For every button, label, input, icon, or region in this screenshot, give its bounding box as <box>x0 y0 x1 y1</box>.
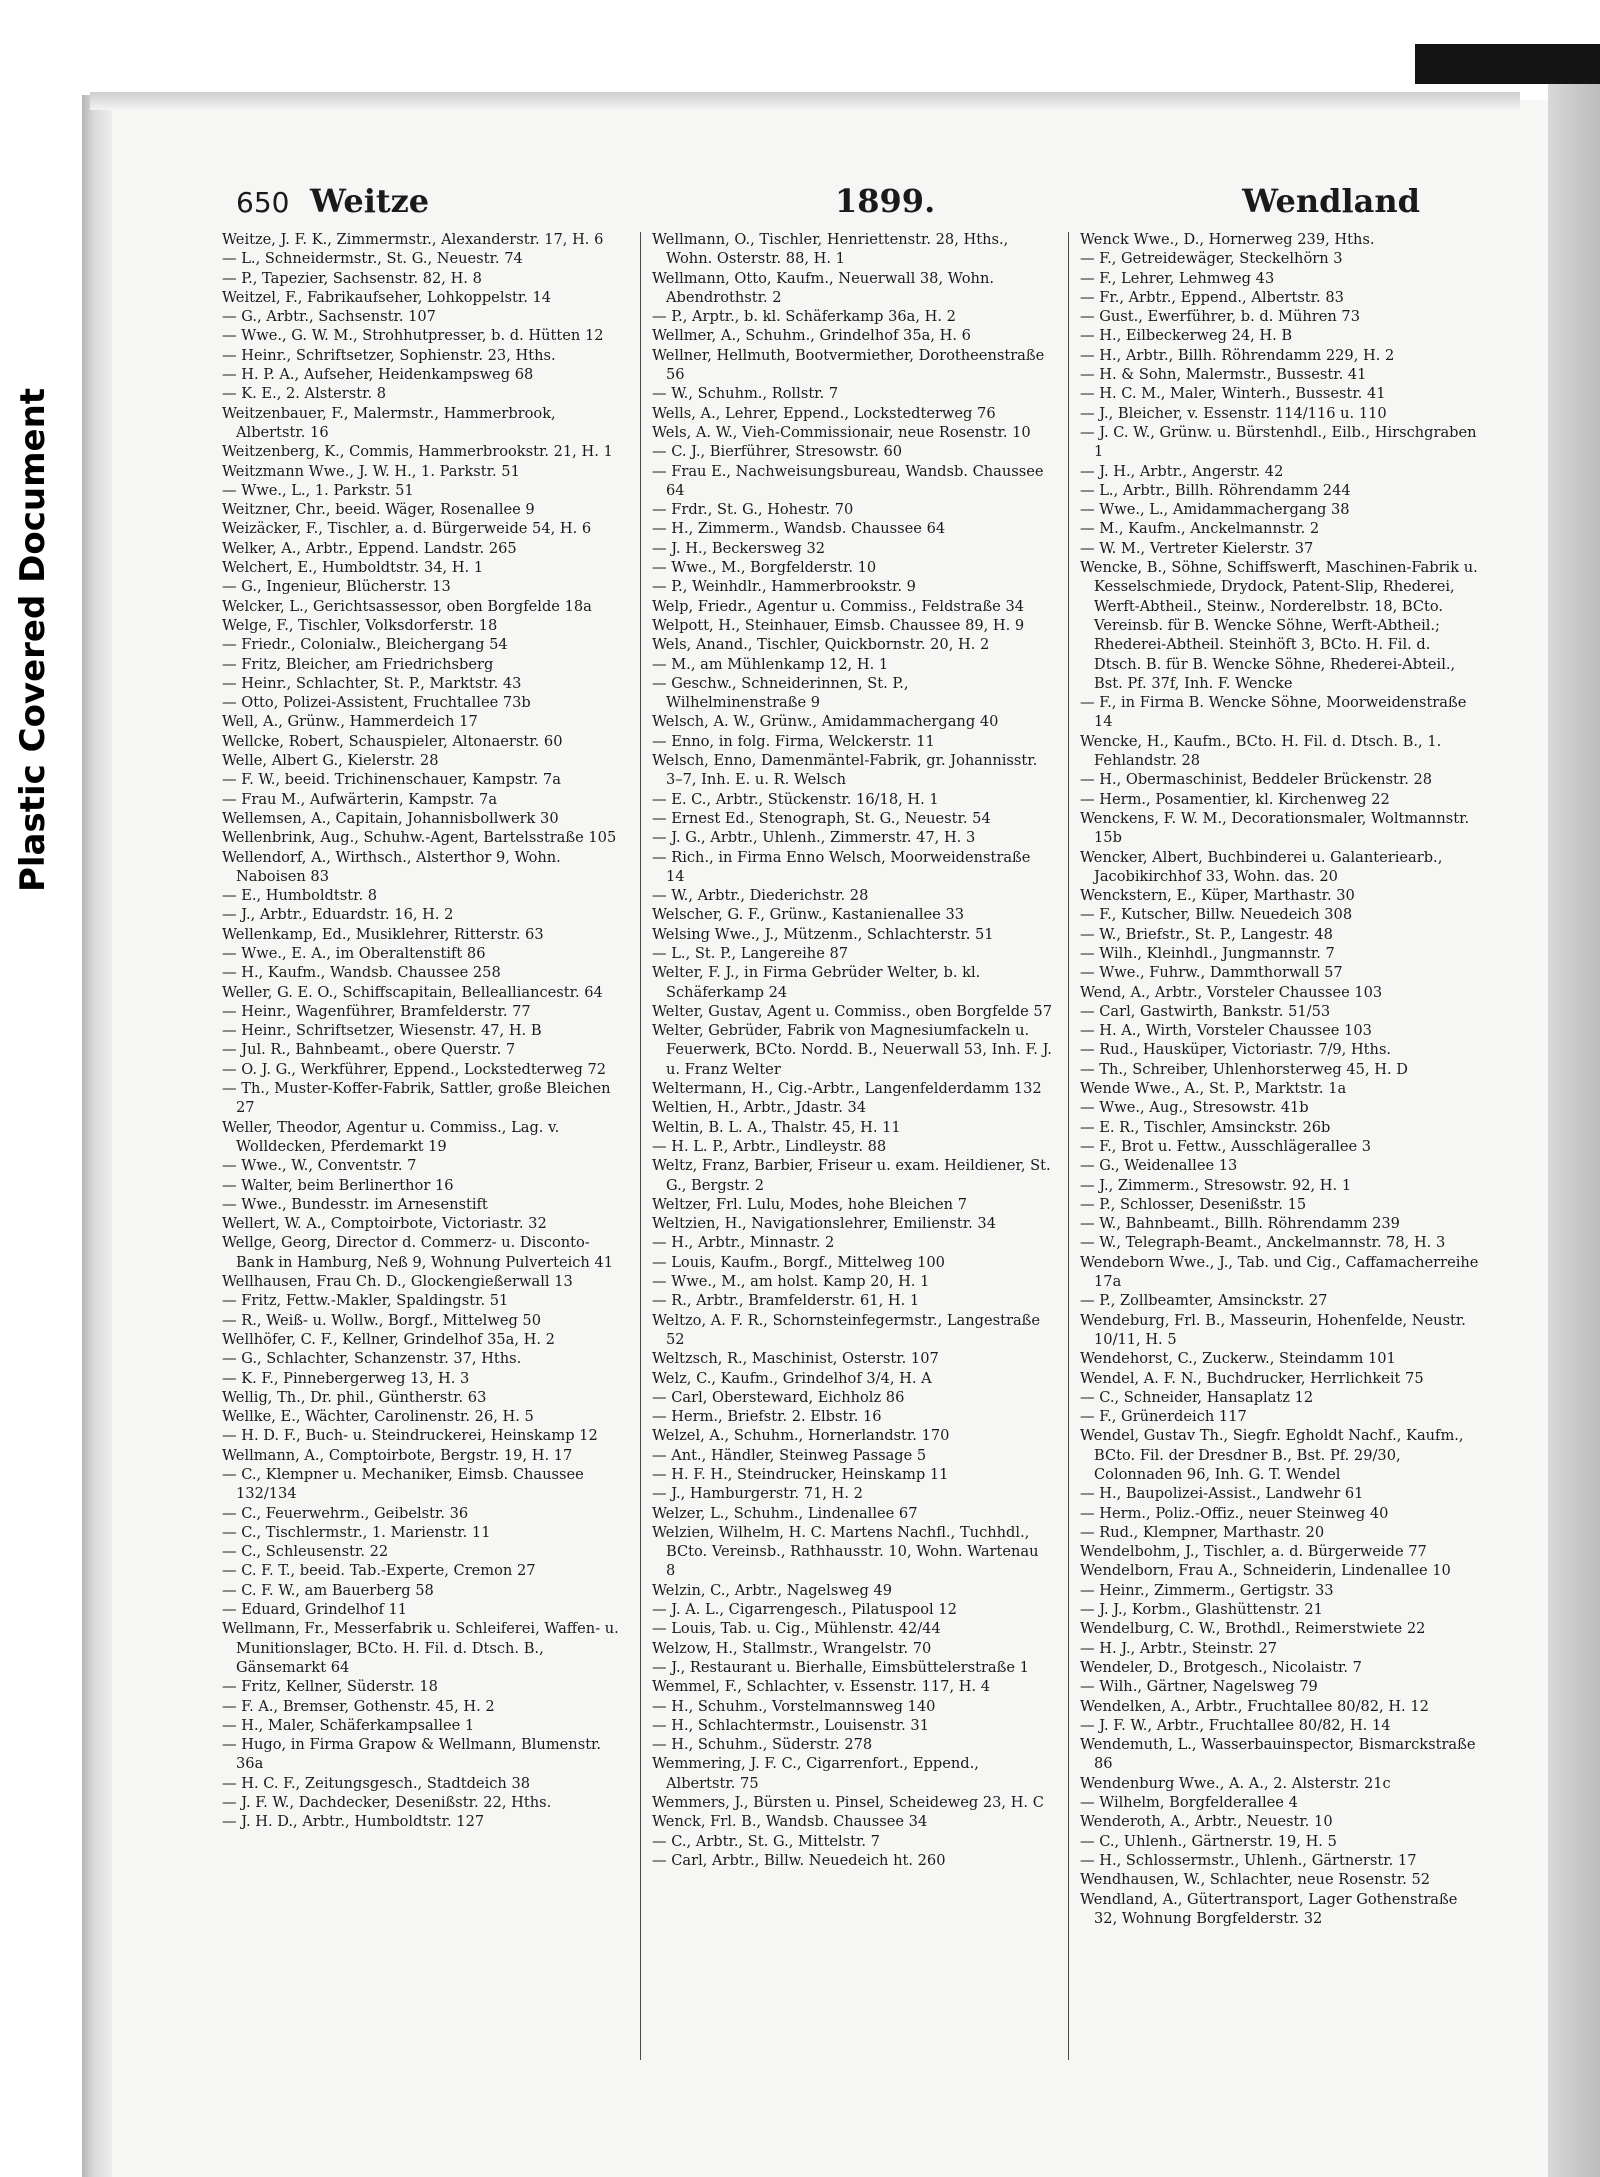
directory-entry: — Herm., Poliz.-Offiz., neuer Steinweg 40 <box>1080 1504 1389 1522</box>
side-label <box>4 380 62 900</box>
directory-entry: — F., Brot u. Fettw., Ausschlägerallee 3 <box>1080 1137 1372 1155</box>
directory-entry: Wellert, W. A., Comptoirbote, Victoriastr. 32 <box>222 1215 547 1233</box>
directory-entry: — H., Schlossermstr., Uhlenh., Gärtnerstr. 17 <box>1080 1851 1417 1869</box>
directory-entry: — Ant., Händler, Steinweg Passage 5 <box>652 1446 927 1464</box>
directory-entry: — Wwe., G. W. M., Strohhutpresser, b. d. Hütten 12 <box>222 327 604 345</box>
directory-entry: Weltermann, H., Cig.-Arbtr., Langenfelderdamm 132 <box>652 1080 1042 1098</box>
directory-entry: — Otto, Polizei-Assistent, Fruchtallee 73b <box>222 694 531 712</box>
directory-entry: — Wilh., Kleinhdl., Jungmannstr. 7 <box>1080 944 1335 962</box>
directory-entry: — Th., Schreiber, Uhlenhorsterweg 45, H. D <box>1080 1060 1408 1078</box>
directory-entry: Welpott, H., Steinhauer, Eimsb. Chaussee 89, H. 9 <box>652 616 1025 634</box>
directory-entry: — Rud., Hausküper, Victoriastr. 7/9, Hths. <box>1080 1041 1392 1059</box>
directory-entry: Weitzmann Wwe., J. W. H., 1. Parkstr. 51 <box>222 462 520 480</box>
directory-entry: Wendhausen, W., Schlachter, neue Rosenstr. 52 <box>1080 1871 1431 1889</box>
directory-entry: Wendeborn Wwe., J., Tab. und Cig., Caffamacherreihe 17a <box>1080 1253 1479 1291</box>
dark-background-corner <box>1415 44 1600 84</box>
directory-entry: — P., Arptr., b. kl. Schäferkamp 36a, H. 2 <box>652 308 956 326</box>
directory-entry: — C., Schneider, Hansaplatz 12 <box>1080 1388 1314 1406</box>
directory-entry: — C., Schleusenstr. 22 <box>222 1543 389 1561</box>
directory-entry: — J., Arbtr., Eduardstr. 16, H. 2 <box>222 906 454 924</box>
directory-entry: — Wilh., Gärtner, Nagelsweg 79 <box>1080 1678 1318 1696</box>
directory-entry: Wemmering, J. F. C., Cigarrenfort., Eppend., Albertstr. 75 <box>652 1755 979 1792</box>
directory-entry: — C., Klempner u. Mechaniker, Eimsb. Chaussee 132/134 <box>222 1466 584 1503</box>
directory-entry: Welker, A., Arbtr., Eppend. Landstr. 265 <box>222 539 517 557</box>
directory-entry: — J., Bleicher, v. Essenstr. 114/116 u. 110 <box>1080 404 1387 422</box>
directory-entry: Weitze, J. F. K., Zimmermstr., Alexanderstr. 17, H. 6 <box>222 231 604 248</box>
directory-entry: Welscher, G. F., Grünw., Kastanienallee 33 <box>652 906 965 924</box>
directory-columns <box>222 230 1479 2130</box>
directory-entry: Wellmann, O., Tischler, Henriettenstr. 28, Hths., Wohn. Osterstr. 88, H. 1 <box>652 231 1009 268</box>
directory-entry: Welzow, H., Stallmstr., Wrangelstr. 70 <box>652 1639 932 1657</box>
directory-entry: — H. J., Arbtr., Steinstr. 27 <box>1080 1639 1278 1657</box>
directory-entry: — Carl, Gastwirth, Bankstr. 51/53 <box>1080 1002 1331 1020</box>
directory-entry: Wenckstern, E., Küper, Marthastr. 30 <box>1080 887 1355 905</box>
directory-entry: — H. P. A., Aufseher, Heidenkampsweg 68 <box>222 366 534 384</box>
directory-entry: Welsch, Enno, Damenmäntel-Fabrik, gr. Johannisstr. 3–7, Inh. E. u. R. Welsch <box>652 752 1038 789</box>
directory-entry: — Fritz, Bleicher, am Friedrichsberg <box>222 655 494 673</box>
directory-entry: — E. C., Arbtr., Stückenstr. 16/18, H. 1 <box>652 790 939 808</box>
directory-entry: — H. & Sohn, Malermstr., Bussestr. 41 <box>1080 366 1367 384</box>
directory-entry: Wellge, Georg, Director d. Commerz- u. Disconto-Bank in Hamburg, Neß 9, Wohnung Pulverteich 41 <box>222 1234 614 1271</box>
directory-entry: — F., Grünerdeich 117 <box>1080 1408 1247 1426</box>
directory-entry: Wellenbrink, Aug., Schuhw.-Agent, Bartelsstraße 105 <box>222 829 617 847</box>
directory-entry: Wenck, Frl. B., Wandsb. Chaussee 34 <box>652 1813 928 1831</box>
directory-entry: — W. M., Vertreter Kielerstr. 37 <box>1080 539 1314 557</box>
directory-entry: Wels, A. W., Vieh-Commissionair, neue Rosenstr. 10 <box>652 423 1031 441</box>
directory-entry: — E., Humboldtstr. 8 <box>222 887 378 905</box>
directory-entry: Welcker, L., Gerichtsassessor, oben Borgfelde 18a <box>222 597 592 615</box>
directory-entry: Wendel, A. F. N., Buchdrucker, Herrlichkeit 75 <box>1080 1369 1424 1387</box>
directory-entry: — Wwe., M., am holst. Kamp 20, H. 1 <box>652 1273 930 1291</box>
directory-entry: Wellmann, Otto, Kaufm., Neuerwall 38, Wohn. Abendrothstr. 2 <box>652 269 994 306</box>
directory-entry: — H. C. M., Maler, Winterh., Bussestr. 41 <box>1080 385 1386 403</box>
directory-entry: — J. F. W., Dachdecker, Desenißstr. 22, Hths. <box>222 1794 552 1812</box>
page-binding-shadow <box>82 95 112 2177</box>
directory-entry: — F. A., Bremser, Gothenstr. 45, H. 2 <box>222 1697 495 1715</box>
directory-entry: — H. A., Wirth, Vorsteler Chaussee 103 <box>1080 1022 1372 1040</box>
directory-entry: — C. F. T., beeid. Tab.-Experte, Cremon 27 <box>222 1562 536 1580</box>
directory-entry: Wencke, H., Kaufm., BCto. H. Fil. d. Dtsch. B., 1. Fehlandstr. 28 <box>1080 732 1442 770</box>
directory-entry: — W., Briefstr., St. P., Langestr. 48 <box>1080 925 1333 943</box>
directory-entry: — J. J., Korbm., Glashüttenstr. 21 <box>1080 1601 1323 1619</box>
directory-entry: Welter, F. J., in Firma Gebrüder Welter, b. kl. Schäferkamp 24 <box>652 964 981 1001</box>
directory-entry: Wellmann, A., Comptoirbote, Bergstr. 19, H. 17 <box>222 1446 573 1464</box>
side-label-text: Plastic Covered Document <box>13 387 54 893</box>
directory-entry: Wels, Anand., Tischler, Quickbornstr. 20, H. 2 <box>652 636 990 654</box>
directory-entry: Wellner, Hellmuth, Bootvermiether, Dorotheenstraße 56 <box>652 346 1045 384</box>
directory-entry: — Frau M., Aufwärterin, Kampstr. 7a <box>222 790 498 808</box>
directory-entry: — H., Baupolizei-Assist., Landwehr 61 <box>1080 1485 1364 1503</box>
directory-entry: — H., Schlachtermstr., Louisenstr. 31 <box>652 1716 929 1734</box>
directory-entry: — M., Kaufm., Anckelmannstr. 2 <box>1080 520 1320 538</box>
page-top-edge <box>90 92 1520 110</box>
directory-entry: — F. W., beeid. Trichinenschauer, Kampstr. 7a <box>222 771 561 789</box>
directory-entry: Weltien, H., Arbtr., Jdastr. 34 <box>652 1099 867 1117</box>
directory-entry: — F., Kutscher, Billw. Neuedeich 308 <box>1080 906 1353 924</box>
directory-entry: Wendenburg Wwe., A. A., 2. Alsterstr. 21c <box>1080 1774 1391 1792</box>
directory-entry: — L., Arbtr., Billh. Röhrendamm 244 <box>1080 481 1351 499</box>
directory-entry: — E. R., Tischler, Amsinckstr. 26b <box>1080 1118 1331 1136</box>
directory-entry: Welter, Gebrüder, Fabrik von Magnesiumfackeln u. Feuerwerk, BCto. Nordd. B., Neuerwall 53, Inh. F. J. u. Franz Welter <box>652 1022 1052 1078</box>
directory-entry: — O. J. G., Werkführer, Eppend., Lockstedterweg 72 <box>222 1060 607 1078</box>
directory-entry: Wellhausen, Frau Ch. D., Glockengießerwall 13 <box>222 1273 573 1291</box>
directory-entry: — J. F. W., Arbtr., Fruchtallee 80/82, H. 14 <box>1080 1716 1391 1734</box>
directory-entry: — H. D. F., Buch- u. Steindruckerei, Heinskamp 12 <box>222 1427 598 1445</box>
directory-entry: Wendehorst, C., Zuckerw., Steindamm 101 <box>1080 1350 1396 1368</box>
directory-entry: Wellendorf, A., Wirthsch., Alsterthor 9, Wohn. Naboisen 83 <box>222 848 561 885</box>
column-3 <box>1080 230 1480 2130</box>
directory-entry: — R., Weiß- u. Wollw., Borgf., Mittelweg 50 <box>222 1311 542 1329</box>
directory-entry: — C. J., Bierführer, Stresowstr. 60 <box>652 443 903 461</box>
directory-entry: — G., Arbtr., Sachsenstr. 107 <box>222 308 436 326</box>
directory-entry: Wenck Wwe., D., Hornerweg 239, Hths. <box>1080 231 1375 248</box>
left-headword: Weitze <box>310 182 430 220</box>
directory-entry: Wendel, Gustav Th., Siegfr. Egholdt Nachf., Kaufm., BCto. Fil. der Dresdner B., Bst. Pf. 29/30, Colonnaden 96, Inh. G. T. Wendel <box>1080 1427 1464 1483</box>
directory-entry: — Louis, Tab. u. Cig., Mühlenstr. 42/44 <box>652 1620 941 1638</box>
directory-entry: Well, A., Grünw., Hammerdeich 17 <box>222 713 478 731</box>
right-page-edge <box>1548 84 1600 2177</box>
directory-entry: — Gust., Ewerführer, b. d. Mühren 73 <box>1080 308 1360 326</box>
directory-entry: — G., Weidenallee 13 <box>1080 1157 1238 1175</box>
directory-entry: — Th., Muster-Koffer-Fabrik, Sattler, große Bleichen 27 <box>222 1080 611 1117</box>
page-number: 650 <box>236 186 290 219</box>
directory-entry: — Wwe., L., Amidammachergang 38 <box>1080 501 1350 519</box>
directory-entry: Weltin, B. L. A., Thalstr. 45, H. 11 <box>652 1118 901 1136</box>
directory-entry: Wendelburg, C. W., Brothdl., Reimerstwiete 22 <box>1080 1620 1426 1638</box>
directory-entry: — Herm., Posamentier, kl. Kirchenweg 22 <box>1080 790 1390 808</box>
directory-entry: Wencker, Albert, Buchbinderei u. Galanteriearb., Jacobikirchhof 33, Wohn. das. 20 <box>1080 848 1443 885</box>
directory-entry: — W., Arbtr., Diederichstr. 28 <box>652 887 869 905</box>
directory-entry: — P., Zollbeamter, Amsinckstr. 27 <box>1080 1292 1328 1310</box>
directory-entry: Welle, Albert G., Kielerstr. 28 <box>222 752 439 770</box>
directory-entry: Wendelborn, Frau A., Schneiderin, Lindenallee 10 <box>1080 1562 1451 1580</box>
right-headword: Wendland <box>1242 182 1420 220</box>
directory-entry: — Wwe., Fuhrw., Dammthorwall 57 <box>1080 964 1343 982</box>
directory-entry: — C., Tischlermstr., 1. Marienstr. 11 <box>222 1523 491 1541</box>
directory-entry: Wendeburg, Frl. B., Masseurin, Hohenfelde, Neustr. 10/11, H. 5 <box>1080 1311 1466 1348</box>
directory-entry: — L., Schneidermstr., St. G., Neuestr. 74 <box>222 250 523 268</box>
directory-entry: — Herm., Briefstr. 2. Elbstr. 16 <box>652 1408 882 1426</box>
directory-entry: Wellenkamp, Ed., Musiklehrer, Ritterstr. 63 <box>222 925 544 943</box>
directory-entry: Weitzner, Chr., beeid. Wäger, Rosenallee 9 <box>222 501 535 519</box>
directory-entry: Weitzenbauer, F., Malermstr., Hammerbrook, Albertstr. 16 <box>222 404 556 441</box>
directory-entry: Welz, C., Kaufm., Grindelhof 3/4, H. A <box>652 1369 932 1387</box>
directory-entry: Weller, Theodor, Agentur u. Commiss., Lag. v. Wolldecken, Pferdemarkt 19 <box>222 1118 560 1155</box>
directory-entry: — Heinr., Schriftsetzer, Sophienstr. 23, Hths. <box>222 346 556 364</box>
directory-entry: Welge, F., Tischler, Volksdorferstr. 18 <box>222 616 498 634</box>
directory-entry: Welsch, A. W., Grünw., Amidammachergang 40 <box>652 713 999 731</box>
directory-entry: — J. H., Arbtr., Angerstr. 42 <box>1080 462 1284 480</box>
directory-entry: — Hugo, in Firma Grapow & Wellmann, Blumenstr. 36a <box>222 1736 602 1773</box>
directory-entry: — W., Telegraph-Beamt., Anckelmannstr. 78, H. 3 <box>1080 1234 1446 1252</box>
directory-entry: Wellke, E., Wächter, Carolinenstr. 26, H. 5 <box>222 1408 534 1426</box>
directory-entry: — J., Restaurant u. Bierhalle, Eimsbüttelerstraße 1 <box>652 1658 1029 1676</box>
directory-entry: Weltzsch, R., Maschinist, Osterstr. 107 <box>652 1350 939 1368</box>
directory-entry: Weltzien, H., Navigationslehrer, Emilienstr. 34 <box>652 1215 996 1233</box>
directory-entry: — K. F., Pinnebergerweg 13, H. 3 <box>222 1369 470 1387</box>
directory-entry: — J. C. W., Grünw. u. Bürstenhdl., Eilb., Hirschgraben 1 <box>1080 423 1477 461</box>
directory-entry: Wencke, B., Söhne, Schiffswerft, Maschinen-Fabrik u. Kesselschmiede, Drydock, Patent-Slip, Rhederei, Werft-Abtheil., Steinw., Norderelbstr. 18, BCto. Vereinsb. für B. Wencke Söhne, Werft-Abtheil.; Rhederei-Abtheil. Steinhöft 3, BCto. H. Fil. d. Dtsch. B. für B. Wencke Söhne, Rhederei-Abteil., Bst. Pf. 37f, Inh. F. Wencke <box>1080 559 1478 692</box>
directory-entry: Wellmann, Fr., Messerfabrik u. Schleiferei, Waffen- u. Munitionslager, BCto. H. Fil. d. Dtsch. B., Gänsemarkt 64 <box>222 1620 619 1676</box>
directory-entry: — F., Getreidewäger, Steckelhörn 3 <box>1080 250 1343 268</box>
directory-entry: — Wwe., M., Borgfelderstr. 10 <box>652 559 877 577</box>
directory-entry: Welzer, L., Schuhm., Lindenallee 67 <box>652 1504 918 1522</box>
directory-entry: Welter, Gustav, Agent u. Commiss., oben Borgfelde 57 <box>652 1002 1052 1020</box>
directory-entry: — Fr., Arbtr., Eppend., Albertstr. 83 <box>1080 288 1344 306</box>
directory-entry: Weltzer, Frl. Lulu, Modes, hohe Bleichen 7 <box>652 1195 967 1213</box>
directory-entry: — Enno, in folg. Firma, Welckerstr. 11 <box>652 732 935 750</box>
directory-entry: — H. F. H., Steindrucker, Heinskamp 11 <box>652 1466 949 1483</box>
directory-entry: — Eduard, Grindelhof 11 <box>222 1601 408 1619</box>
directory-entry: — H., Zimmerm., Wandsb. Chaussee 64 <box>652 520 946 538</box>
directory-entry: Weizäcker, F., Tischler, a. d. Bürgerweide 54, H. 6 <box>222 520 592 538</box>
directory-entry: Wellig, Th., Dr. phil., Güntherstr. 63 <box>222 1388 487 1406</box>
directory-entry: — Louis, Kaufm., Borgf., Mittelweg 100 <box>652 1253 945 1271</box>
directory-entry: Welzin, C., Arbtr., Nagelsweg 49 <box>652 1581 893 1599</box>
directory-entry: Welsing Wwe., J., Mützenm., Schlachterstr. 51 <box>652 925 994 943</box>
directory-entry: — J., Hamburgerstr. 71, H. 2 <box>652 1485 863 1503</box>
directory-entry: — H. C. F., Zeitungsgesch., Stadtdeich 38 <box>222 1774 531 1792</box>
directory-entry: — C., Uhlenh., Gärtnerstr. 19, H. 5 <box>1080 1832 1337 1850</box>
year-heading: 1899. <box>835 182 936 220</box>
directory-entry: — J. H., Beckersweg 32 <box>652 539 826 557</box>
directory-entry: — Rud., Klempner, Marthastr. 20 <box>1080 1523 1325 1541</box>
directory-entry: — P., Tapezier, Sachsenstr. 82, H. 8 <box>222 269 482 287</box>
directory-entry: — Heinr., Zimmerm., Gertigstr. 33 <box>1080 1581 1334 1599</box>
directory-entry: Wellhöfer, C. F., Kellner, Grindelhof 35a, H. 2 <box>222 1330 555 1348</box>
directory-entry: — Rich., in Firma Enno Welsch, Moorweidenstraße 14 <box>652 848 1031 885</box>
directory-entry: Welchert, E., Humboldtstr. 34, H. 1 <box>222 559 484 577</box>
directory-entry: — H. L. P., Arbtr., Lindleystr. 88 <box>652 1137 887 1155</box>
directory-entry: Wenckens, F. W. M., Decorationsmaler, Woltmannstr. 15b <box>1080 809 1470 847</box>
directory-entry: — C. F. W., am Bauerberg 58 <box>222 1581 434 1599</box>
directory-entry: — P., Weinhdlr., Hammerbrookstr. 9 <box>652 578 916 596</box>
directory-entry: — P., Schlosser, Desenißstr. 15 <box>1080 1195 1307 1213</box>
directory-entry: — J. G., Arbtr., Uhlenh., Zimmerstr. 47, H. 3 <box>652 829 976 847</box>
directory-entry: — L., St. P., Langereihe 87 <box>652 944 849 962</box>
directory-entry: — R., Arbtr., Bramfelderstr. 61, H. 1 <box>652 1292 920 1310</box>
directory-entry: Wend, A., Arbtr., Vorsteler Chaussee 103 <box>1080 983 1383 1001</box>
directory-entry: Wendeler, D., Brotgesch., Nicolaistr. 7 <box>1080 1658 1362 1676</box>
directory-entry: — H., Arbtr., Billh. Röhrendamm 229, H. 2 <box>1080 346 1395 364</box>
directory-entry: — F., in Firma B. Wencke Söhne, Moorweidenstraße 14 <box>1080 694 1467 731</box>
directory-entry: Weltzo, A. F. R., Schornsteinfegermstr., Langestraße 52 <box>652 1311 1041 1348</box>
directory-entry: Welzel, A., Schuhm., Hornerlandstr. 170 <box>652 1427 950 1445</box>
directory-entry: — F., Lehrer, Lehmweg 43 <box>1080 269 1275 287</box>
directory-entry: Wendelbohm, J., Tischler, a. d. Bürgerweide 77 <box>1080 1543 1427 1561</box>
directory-entry: Weltz, Franz, Barbier, Friseur u. exam. Heildiener, St. G., Bergstr. 2 <box>652 1157 1051 1194</box>
directory-entry: — Geschw., Schneiderinnen, St. P., Wilhelminenstraße 9 <box>652 674 909 712</box>
directory-entry: Wellemsen, A., Capitain, Johannisbollwerk 30 <box>222 809 559 827</box>
directory-entry: Wellmer, A., Schuhm., Grindelhof 35a, H. 6 <box>652 327 971 345</box>
directory-entry: — Wwe., W., Conventstr. 7 <box>222 1157 417 1175</box>
column-2 <box>652 230 1052 2130</box>
directory-entry: — C., Feuerwehrm., Geibelstr. 36 <box>222 1504 469 1522</box>
directory-entry: Wemmers, J., Bürsten u. Pinsel, Scheideweg 23, H. C <box>652 1794 1044 1812</box>
directory-entry: — J. H. D., Arbtr., Humboldtstr. 127 <box>222 1813 485 1831</box>
directory-entry: — Walter, beim Berlinerthor 16 <box>222 1176 454 1194</box>
directory-entry: — K. E., 2. Alsterstr. 8 <box>222 385 387 403</box>
directory-entry: — H., Arbtr., Minnastr. 2 <box>652 1234 835 1252</box>
directory-entry: — G., Schlachter, Schanzenstr. 37, Hths. <box>222 1350 522 1368</box>
directory-entry: Welp, Friedr., Agentur u. Commiss., Feldstraße 34 <box>652 597 1025 615</box>
directory-entry: — Fritz, Fettw.-Makler, Spaldingstr. 51 <box>222 1292 509 1310</box>
directory-entry: — Wilhelm, Borgfelderallee 4 <box>1080 1794 1298 1812</box>
page-header <box>120 182 1540 230</box>
directory-entry: Wellcke, Robert, Schauspieler, Altonaerstr. 60 <box>222 732 563 750</box>
directory-entry: — H., Obermaschinist, Beddeler Brückenstr. 28 <box>1080 771 1433 789</box>
directory-entry: — Frau E., Nachweisungsbureau, Wandsb. Chaussee 64 <box>652 462 1044 499</box>
directory-entry: — Heinr., Schlachter, St. P., Marktstr. 43 <box>222 674 522 692</box>
directory-entry: — J. A. L., Cigarrengesch., Pilatuspool 12 <box>652 1601 957 1619</box>
directory-entry: — H., Schuhm., Vorstelmannsweg 140 <box>652 1697 936 1715</box>
directory-entry: — Fritz, Kellner, Süderstr. 18 <box>222 1678 438 1696</box>
directory-entry: Wendland, A., Gütertransport, Lager Gothenstraße 32, Wohnung Borgfelderstr. 32 <box>1080 1890 1458 1927</box>
directory-entry: — Frdr., St. G., Hohestr. 70 <box>652 501 854 519</box>
directory-entry: — Carl, Arbtr., Billw. Neuedeich ht. 260 <box>652 1851 946 1869</box>
directory-entry: Weitzel, F., Fabrikaufseher, Lohkoppelstr. 14 <box>222 288 552 306</box>
directory-entry: Wendelken, A., Arbtr., Fruchtallee 80/82, H. 12 <box>1080 1697 1429 1715</box>
directory-entry: Wemmel, F., Schlachter, v. Essenstr. 117, H. 4 <box>652 1678 991 1696</box>
directory-entry: — Wwe., E. A., im Oberaltenstift 86 <box>222 944 486 962</box>
directory-entry: — G., Ingenieur, Blücherstr. 13 <box>222 578 451 596</box>
directory-entry: — H., Eilbeckerweg 24, H. B <box>1080 327 1293 345</box>
column-1 <box>222 230 622 2130</box>
directory-entry: — Friedr., Colonialw., Bleichergang 54 <box>222 636 508 654</box>
directory-entry: — W., Bahnbeamt., Billh. Röhrendamm 239 <box>1080 1215 1400 1233</box>
directory-entry: — Heinr., Schriftsetzer, Wiesenstr. 47, H. B <box>222 1022 542 1040</box>
directory-entry: — M., am Mühlenkamp 12, H. 1 <box>652 655 889 673</box>
directory-entry: — Wwe., Bundesstr. im Arnesenstift <box>222 1195 488 1213</box>
directory-entry: — Carl, Obersteward, Eichholz 86 <box>652 1388 905 1406</box>
directory-entry: — H., Maler, Schäferkampsallee 1 <box>222 1716 475 1734</box>
directory-entry: — Wwe., L., 1. Parkstr. 51 <box>222 481 414 499</box>
directory-entry: — J., Zimmerm., Stresowstr. 92, H. 1 <box>1080 1176 1352 1194</box>
directory-entry: — H., Schuhm., Süderstr. 278 <box>652 1736 873 1754</box>
directory-entry: — Jul. R., Bahnbeamt., obere Querstr. 7 <box>222 1041 516 1059</box>
directory-entry: Weller, G. E. O., Schiffscapitain, Bellealliancestr. 64 <box>222 983 603 1001</box>
directory-entry: Wendemuth, L., Wasserbauinspector, Bismarckstraße 86 <box>1080 1736 1476 1773</box>
directory-entry: Wende Wwe., A., St. P., Marktstr. 1a <box>1080 1080 1347 1098</box>
directory-entry: Welzien, Wilhelm, H. C. Martens Nachfl., Tuchhdl., BCto. Vereinsb., Rathhausstr. 10, Wohn. Wartenau 8 <box>652 1523 1039 1580</box>
directory-entry: Weitzenberg, K., Commis, Hammerbrookstr. 21, H. 1 <box>222 443 613 461</box>
directory-entry: Wells, A., Lehrer, Eppend., Lockstedterweg 76 <box>652 404 996 422</box>
directory-entry: — Wwe., Aug., Stresowstr. 41b <box>1080 1099 1309 1117</box>
directory-entry: — H., Kaufm., Wandsb. Chaussee 258 <box>222 964 501 982</box>
directory-entry: — C., Arbtr., St. G., Mittelstr. 7 <box>652 1832 880 1850</box>
directory-entry: — Heinr., Wagenführer, Bramfelderstr. 77 <box>222 1002 531 1020</box>
directory-entry: — Ernest Ed., Stenograph, St. G., Neuestr. 54 <box>652 809 991 827</box>
directory-entry: Wenderoth, A., Arbtr., Neuestr. 10 <box>1080 1813 1333 1831</box>
directory-entry: — W., Schuhm., Rollstr. 7 <box>652 385 839 403</box>
